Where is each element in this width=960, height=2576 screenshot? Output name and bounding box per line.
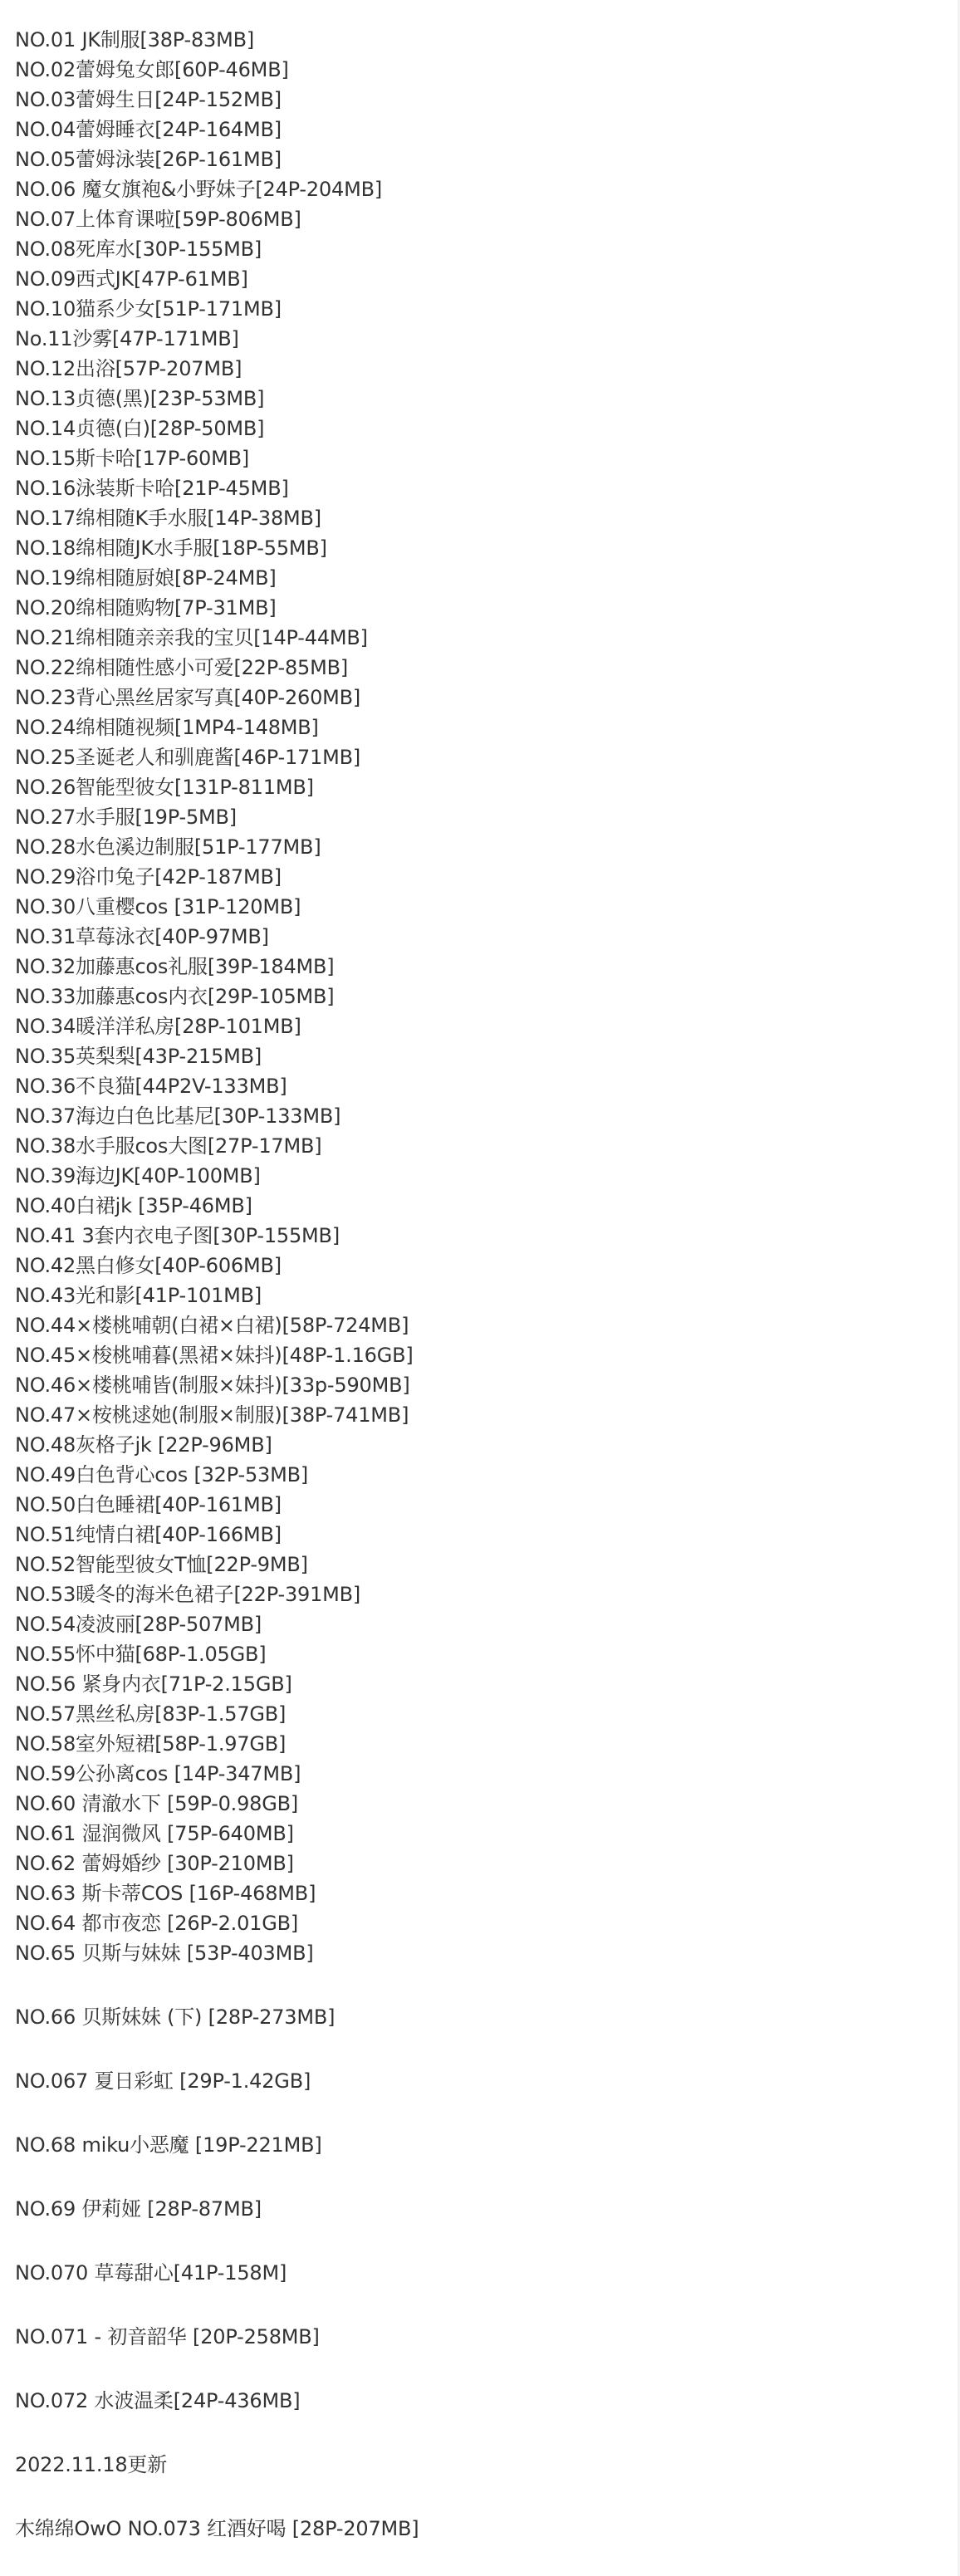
list-item: NO.16泳装斯卡哈[21P-45MB] xyxy=(15,477,289,500)
list-item: NO.59公孙离cos [14P-347MB] xyxy=(15,1762,301,1785)
list-item: NO.36不良猫[44P2V-133MB] xyxy=(15,1075,287,1098)
paragraph: NO.66 贝斯妹妹 (下) [28P-273MB] xyxy=(15,2005,336,2029)
list-item: NO.24绵相随视频[1MP4-148MB] xyxy=(15,716,319,739)
list-item: NO.54凌波丽[28P-507MB] xyxy=(15,1613,262,1636)
list-item: NO.03蕾姆生日[24P-152MB] xyxy=(15,88,282,111)
list-item: NO.06 魔女旗袍&小野妹子[24P-204MB] xyxy=(15,178,383,201)
list-item: NO.18绵相随JK水手服[18P-55MB] xyxy=(15,536,327,560)
list-item: NO.47×桉桃逑她(制服×制服)[38P-741MB] xyxy=(15,1403,409,1427)
list-item: NO.62 蕾姆婚纱 [30P-210MB] xyxy=(15,1852,294,1875)
list-item: NO.21绵相随亲亲我的宝贝[14P-44MB] xyxy=(15,626,368,649)
list-item: NO.32加藤惠cos礼服[39P-184MB] xyxy=(15,955,335,978)
list-item: NO.53暖冬的海米色裙子[22P-391MB] xyxy=(15,1583,361,1606)
list-item: NO.61 湿润微风 [75P-640MB] xyxy=(15,1822,294,1845)
list-item: NO.44×楼桃哺朝(白裙×白裙)[58P-724MB] xyxy=(15,1314,409,1337)
list-item: NO.12出浴[57P-207MB] xyxy=(15,357,242,380)
list-item: NO.55怀中猫[68P-1.05GB] xyxy=(15,1643,267,1666)
list-item: NO.41 3套内衣电子图[30P-155MB] xyxy=(15,1224,340,1247)
list-item: NO.08死库水[30P-155MB] xyxy=(15,238,262,261)
list-item: NO.45×梭桃哺暮(黑裙×妹抖)[48P-1.16GB] xyxy=(15,1344,414,1367)
list-item: NO.65 贝斯与妹妹 [53P-403MB] xyxy=(15,1942,314,1965)
list-item: NO.01 JK制服[38P-83MB] xyxy=(15,28,255,51)
list-item: NO.19绵相随厨娘[8P-24MB] xyxy=(15,566,277,590)
update-date: 2022.11.18更新 xyxy=(15,2453,168,2476)
list-item: NO.14贞德(白)[28P-50MB] xyxy=(15,417,265,440)
paragraph-list xyxy=(15,2002,945,2544)
paragraph: NO.067 夏日彩虹 [29P-1.42GB] xyxy=(15,2069,311,2093)
list-item: NO.49白色背心cos [32P-53MB] xyxy=(15,1463,309,1486)
list-item: NO.35英梨梨[43P-215MB] xyxy=(15,1045,262,1068)
list-item: NO.43光和影[41P-101MB] xyxy=(15,1284,262,1307)
list-item: NO.39海边JK[40P-100MB] xyxy=(15,1164,261,1188)
list-item: NO.27水手服[19P-5MB] xyxy=(15,806,237,829)
list-item: NO.02蕾姆兔女郎[60P-46MB] xyxy=(15,58,289,81)
paragraph: 木绵绵OwO NO.073 红酒好喝 [28P-207MB] xyxy=(15,2517,419,2540)
paragraph: NO.69 伊莉娅 [28P-87MB] xyxy=(15,2197,262,2221)
list-item: NO.04蕾姆睡衣[24P-164MB] xyxy=(15,118,282,141)
list-item: NO.40白裙jk [35P-46MB] xyxy=(15,1194,252,1217)
list-item: NO.56 紧身内衣[71P-2.15GB] xyxy=(15,1672,292,1696)
list-item: NO.31草莓泳衣[40P-97MB] xyxy=(15,925,269,948)
paragraph: NO.071 - 初音韶华 [20P-258MB] xyxy=(15,2325,320,2348)
list-item: NO.63 斯卡蒂COS [16P-468MB] xyxy=(15,1882,316,1905)
list-item: NO.50白色睡裙[40P-161MB] xyxy=(15,1493,282,1516)
list-item: NO.58室外短裙[58P-1.97GB] xyxy=(15,1732,287,1756)
list-item: NO.48灰格子jk [22P-96MB] xyxy=(15,1433,272,1457)
list-item: NO.09西式JK[47P-61MB] xyxy=(15,267,248,291)
list-item: NO.20绵相随购物[7P-31MB] xyxy=(15,596,277,620)
list-item: NO.23背心黑丝居家写真[40P-260MB] xyxy=(15,686,361,709)
list-item: NO.37海边白色比基尼[30P-133MB] xyxy=(15,1104,341,1128)
list-item: NO.10猫系少女[51P-171MB] xyxy=(15,297,282,321)
list-item: NO.05蕾姆泳装[26P-161MB] xyxy=(15,148,282,171)
paragraph: NO.070 草莓甜心[41P-158M] xyxy=(15,2261,287,2285)
list-item: NO.51纯情白裙[40P-166MB] xyxy=(15,1523,282,1546)
paragraph: NO.68 miku小恶魔 [19P-221MB] xyxy=(15,2133,322,2157)
list-item: NO.33加藤惠cos内衣[29P-105MB] xyxy=(15,985,335,1008)
list-item: NO.34暖洋洋私房[28P-101MB] xyxy=(15,1015,301,1038)
list-item: NO.64 都市夜恋 [26P-2.01GB] xyxy=(15,1912,299,1935)
list-item: NO.26智能型彼女[131P-811MB] xyxy=(15,776,314,799)
list-item: NO.38水手服cos大图[27P-17MB] xyxy=(15,1134,322,1158)
document-body xyxy=(15,25,945,2544)
list-item: NO.52智能型彼女T恤[22P-9MB] xyxy=(15,1553,308,1576)
list-item: NO.30八重樱cos [31P-120MB] xyxy=(15,895,301,918)
list-item: NO.07上体育课啦[59P-806MB] xyxy=(15,208,301,231)
list-item: NO.57黑丝私房[83P-1.57GB] xyxy=(15,1702,287,1726)
list-item: NO.29浴巾兔子[42P-187MB] xyxy=(15,865,282,889)
list-item: NO.28水色溪边制服[51P-177MB] xyxy=(15,835,321,859)
list-item: NO.15斯卡哈[17P-60MB] xyxy=(15,447,250,470)
list-item: NO.46×楼桃哺皆(制服×妹抖)[33p-590MB] xyxy=(15,1374,410,1397)
list-item: NO.25圣诞老人和驯鹿酱[46P-171MB] xyxy=(15,746,361,769)
list-item: NO.13贞德(黑)[23P-53MB] xyxy=(15,387,265,410)
item-list xyxy=(15,25,945,1968)
list-item: NO.42黑白修女[40P-606MB] xyxy=(15,1254,282,1277)
list-item: NO.22绵相随性感小可爱[22P-85MB] xyxy=(15,656,349,679)
list-item: NO.17绵相随K手水服[14P-38MB] xyxy=(15,507,321,530)
list-item: No.11沙雾[47P-171MB] xyxy=(15,327,239,350)
list-item: NO.60 清澈水下 [59P-0.98GB] xyxy=(15,1792,299,1815)
paragraph: NO.072 水波温柔[24P-436MB] xyxy=(15,2389,301,2412)
